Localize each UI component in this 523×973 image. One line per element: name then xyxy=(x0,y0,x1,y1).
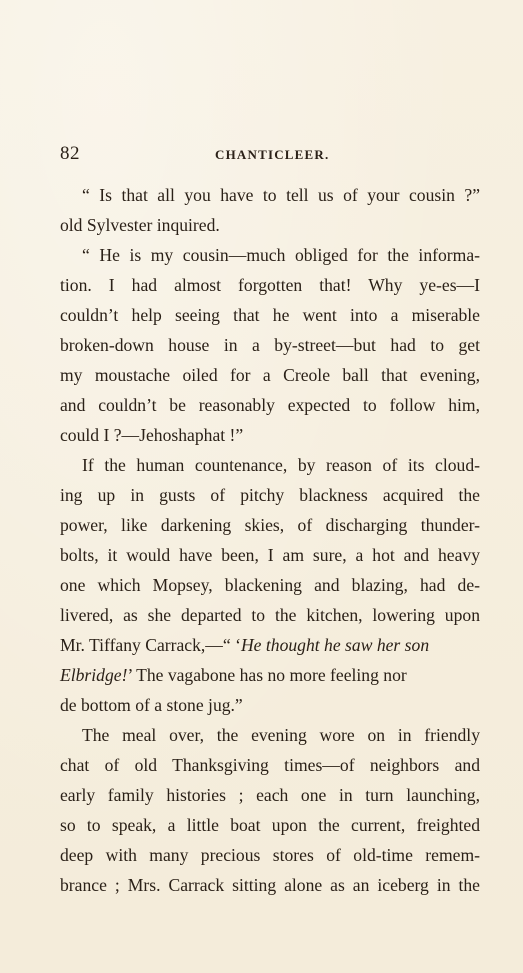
text-line: ing up in gusts of pitchy blackness acquired the xyxy=(60,485,480,505)
text-line: power, like darkening skies, of discharging thunder- xyxy=(60,515,480,535)
page-header xyxy=(60,143,470,167)
text-line-part: Mr. Tiffany Carrack,—“ ‘ xyxy=(60,635,241,655)
text-line: one which Mopsey, blackening and blazing, had de- xyxy=(60,575,480,595)
text-line: deep with many precious stores of old-time remem- xyxy=(60,845,480,865)
text-line: chat of old Thanksgiving times—of neighbors and xyxy=(60,755,480,775)
text-line-mixed xyxy=(60,660,480,690)
text-line: couldn’t help seeing that he went into a miserable xyxy=(60,305,480,325)
text-line: could I ?—Jehoshaphat !” xyxy=(60,425,244,445)
italic-name: Elbridge! xyxy=(60,665,128,685)
text-line: “ He is my cousin—much obliged for the informa- xyxy=(82,245,480,265)
text-line: bolts, it would have been, I am sure, a hot and heavy xyxy=(60,545,480,565)
italic-quote: He thought he saw her son xyxy=(240,635,430,655)
text-line-mixed xyxy=(60,630,480,660)
text-line: livered, as she departed to the kitchen, lowering upon xyxy=(60,605,480,625)
body-text xyxy=(60,180,480,900)
text-line: early family histories ; each one in turn launching, xyxy=(60,785,480,805)
text-line: my moustache oiled for a Creole ball that evening, xyxy=(60,365,480,385)
text-line: The meal over, the evening wore on in friendly xyxy=(82,725,480,745)
text-line: and couldn’t be reasonably expected to follow him, xyxy=(60,395,480,415)
text-line: If the human countenance, by reason of its cloud- xyxy=(82,455,480,475)
page-number: 82 xyxy=(60,143,80,164)
running-head: CHANTICLEER. xyxy=(215,147,330,162)
text-line: de bottom of a stone jug.” xyxy=(60,695,243,715)
text-line: “ Is that all you have to tell us of your cousin ?” xyxy=(82,185,480,205)
text-line: broken-down house in a by-street—but had to get xyxy=(60,335,480,355)
text-line: tion. I had almost forgotten that! Why ye-es—I xyxy=(60,275,480,295)
text-line: brance ; Mrs. Carrack sitting alone as an iceberg in the xyxy=(60,875,480,895)
text-line-part: ’ The vagabone has no more feeling nor xyxy=(127,665,407,685)
text-line: old Sylvester inquired. xyxy=(60,215,220,235)
text-line: so to speak, a little boat upon the current, freighted xyxy=(60,815,480,835)
